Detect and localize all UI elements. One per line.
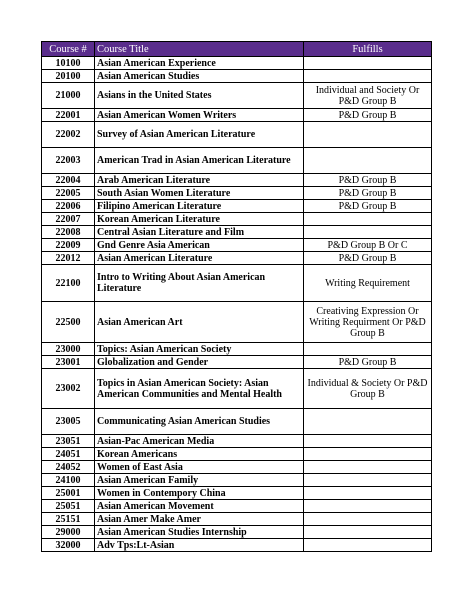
course-fulfills (304, 435, 432, 448)
course-title: Asians in the United States (95, 83, 304, 109)
course-title: Topics: Asian American Society (95, 343, 304, 356)
course-title: Asian American Studies Internship (95, 526, 304, 539)
course-title: Asian Amer Make Amer (95, 513, 304, 526)
course-title: Asian American Family (95, 474, 304, 487)
table-row (42, 539, 432, 552)
table-row (42, 200, 432, 213)
course-number: 22500 (42, 302, 95, 343)
course-fulfills (304, 213, 432, 226)
course-fulfills (304, 70, 432, 83)
course-table (41, 41, 432, 552)
course-number: 23000 (42, 343, 95, 356)
course-number: 22003 (42, 148, 95, 174)
course-number: 21000 (42, 83, 95, 109)
course-title: Asian American Literature (95, 252, 304, 265)
table-row (42, 435, 432, 448)
table-row (42, 500, 432, 513)
course-number: 22012 (42, 252, 95, 265)
course-number: 22001 (42, 109, 95, 122)
course-number: 22006 (42, 200, 95, 213)
table-row (42, 343, 432, 356)
course-fulfills (304, 539, 432, 552)
course-number: 22100 (42, 265, 95, 302)
table-row (42, 302, 432, 343)
course-fulfills (304, 474, 432, 487)
header-fulfills: Fulfills (304, 42, 432, 57)
table-row (42, 461, 432, 474)
course-number: 24052 (42, 461, 95, 474)
course-title: Asian American Women Writers (95, 109, 304, 122)
course-fulfills: P&D Group B (304, 109, 432, 122)
course-number: 22005 (42, 187, 95, 200)
course-number: 23002 (42, 369, 95, 409)
course-title: Adv Tps:Lt-Asian (95, 539, 304, 552)
course-fulfills: Writing Requirement (304, 265, 432, 302)
course-title: Korean American Literature (95, 213, 304, 226)
table-row (42, 174, 432, 187)
course-title: Filipino American Literature (95, 200, 304, 213)
course-fulfills (304, 226, 432, 239)
course-fulfills: P&D Group B Or C (304, 239, 432, 252)
course-number: 29000 (42, 526, 95, 539)
table-row (42, 239, 432, 252)
course-fulfills: Creativing Expression Or Writing Requirment Or P&D Group B (304, 302, 432, 343)
table-row (42, 409, 432, 435)
course-number: 22002 (42, 122, 95, 148)
course-number: 25001 (42, 487, 95, 500)
course-fulfills (304, 526, 432, 539)
course-number: 24100 (42, 474, 95, 487)
course-title: South Asian Women Literature (95, 187, 304, 200)
course-fulfills (304, 500, 432, 513)
course-title: Asian American Studies (95, 70, 304, 83)
course-title: Asian-Pac American Media (95, 435, 304, 448)
course-number: 25051 (42, 500, 95, 513)
table-row (42, 356, 432, 369)
course-title: Korean Americans (95, 448, 304, 461)
table-row (42, 487, 432, 500)
course-fulfills (304, 448, 432, 461)
table-row (42, 57, 432, 70)
course-fulfills: Individual and Society Or P&D Group B (304, 83, 432, 109)
course-fulfills (304, 409, 432, 435)
table-row (42, 474, 432, 487)
course-title: Arab American Literature (95, 174, 304, 187)
table-row (42, 513, 432, 526)
course-title: American Trad in Asian American Literature (95, 148, 304, 174)
table-row (42, 252, 432, 265)
table-row (42, 70, 432, 83)
table-row (42, 448, 432, 461)
course-number: 24051 (42, 448, 95, 461)
table-row (42, 122, 432, 148)
course-number: 22009 (42, 239, 95, 252)
course-fulfills (304, 148, 432, 174)
course-number: 23005 (42, 409, 95, 435)
header-course-number: Course # (42, 42, 95, 57)
course-number: 23051 (42, 435, 95, 448)
course-number: 22007 (42, 213, 95, 226)
course-title: Topics in Asian American Society: Asian American Communities and Mental Health (95, 369, 304, 409)
course-fulfills: Individual & Society Or P&D Group B (304, 369, 432, 409)
course-fulfills (304, 513, 432, 526)
course-title: Intro to Writing About Asian American Literature (95, 265, 304, 302)
table-row (42, 265, 432, 302)
course-fulfills (304, 343, 432, 356)
course-fulfills (304, 122, 432, 148)
course-title: Asian American Art (95, 302, 304, 343)
table-row (42, 526, 432, 539)
course-fulfills (304, 461, 432, 474)
course-title: Survey of Asian American Literature (95, 122, 304, 148)
table-header-row (42, 42, 432, 57)
course-number: 32000 (42, 539, 95, 552)
course-fulfills: P&D Group B (304, 356, 432, 369)
course-number: 10100 (42, 57, 95, 70)
course-title: Central Asian Literature and Film (95, 226, 304, 239)
table-row (42, 83, 432, 109)
table-row (42, 369, 432, 409)
table-row (42, 213, 432, 226)
course-title: Globalization and Gender (95, 356, 304, 369)
course-title: Women in Contempory China (95, 487, 304, 500)
course-number: 23001 (42, 356, 95, 369)
course-title: Women of East Asia (95, 461, 304, 474)
course-fulfills (304, 57, 432, 70)
course-number: 22008 (42, 226, 95, 239)
course-title: Communicating Asian American Studies (95, 409, 304, 435)
course-fulfills: P&D Group B (304, 174, 432, 187)
table-row (42, 226, 432, 239)
course-number: 20100 (42, 70, 95, 83)
table-row (42, 148, 432, 174)
header-course-title: Course Title (95, 42, 304, 57)
course-number: 25151 (42, 513, 95, 526)
course-fulfills: P&D Group B (304, 252, 432, 265)
course-fulfills: P&D Group B (304, 187, 432, 200)
course-number: 22004 (42, 174, 95, 187)
course-title: Asian American Movement (95, 500, 304, 513)
table-row (42, 109, 432, 122)
table-row (42, 187, 432, 200)
course-fulfills (304, 487, 432, 500)
course-fulfills: P&D Group B (304, 200, 432, 213)
course-title: Asian American Experience (95, 57, 304, 70)
course-title: Gnd Genre Asia American (95, 239, 304, 252)
